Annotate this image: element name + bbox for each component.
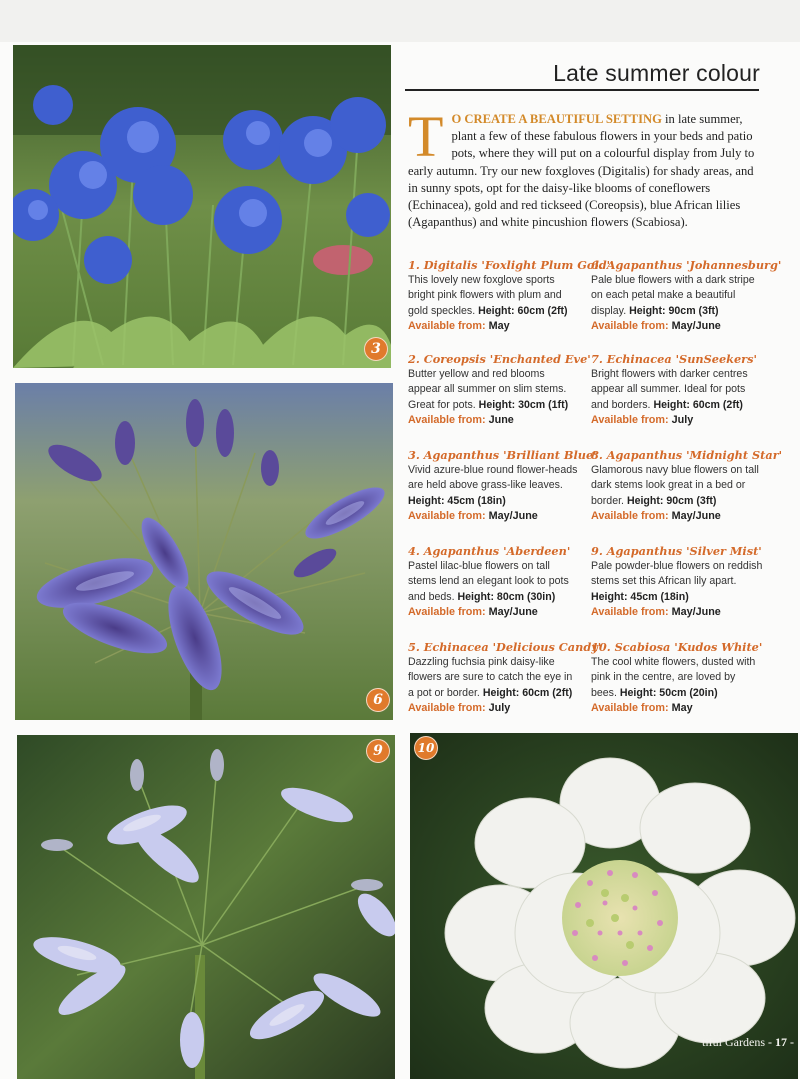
- available-value: May/June: [488, 605, 538, 618]
- available-label: Available from:: [408, 413, 486, 426]
- photo-number-badge: 3: [364, 337, 388, 361]
- plant-availability: [408, 605, 580, 620]
- photo-scabiosa-kudos-white: [410, 733, 798, 1079]
- flower-illustration: [15, 383, 393, 720]
- flower-illustration: [13, 45, 391, 368]
- plant-availability: [408, 319, 580, 334]
- page-title: Late summer colour: [553, 60, 760, 86]
- plant-entry: [591, 258, 782, 352]
- available-label: Available from:: [591, 509, 669, 522]
- plant-height: Height: 90cm (3ft): [626, 494, 717, 507]
- plant-description: [591, 655, 763, 701]
- plant-availability: [591, 605, 763, 620]
- flower-illustration: [410, 733, 798, 1079]
- plant-name: 8. Agapanthus 'Midnight Star': [591, 448, 783, 462]
- plant-desc-text: This lovely new foxglove sports bright pink flowers with plum and gold speckles.: [408, 274, 562, 317]
- available-value: May/June: [671, 509, 721, 522]
- available-label: Available from:: [408, 509, 486, 522]
- available-value: May/June: [488, 509, 538, 522]
- plant-name: 9. Agapanthus 'Silver Mist': [591, 544, 762, 558]
- intro-body: in late summer, plant a few of these fabulous flowers in your beds and patio pots, where they will put on a colourful display from July to early autumn. Try our new foxgloves (Digitalis) for shady areas, and in sunny spots, opt for the daisy-like blooms of coneflowers (Echinacea), gold and red tickseed (Coreopsis), blue African lilies (Agapanthus) and white pincushion flowers (Scabiosa).: [408, 112, 755, 230]
- available-value: May/June: [671, 319, 721, 332]
- plant-entry: [408, 640, 602, 716]
- plant-desc-text: Butter yellow and red blooms appear all summer on slim stems. Great for pots.: [408, 368, 567, 411]
- drop-cap: T: [408, 104, 444, 169]
- plant-description: [408, 559, 580, 605]
- plant-description: [408, 367, 580, 413]
- magazine-name: tiful Gardens: [702, 1035, 765, 1049]
- plant-name: 3. Agapanthus 'Brilliant Blue': [408, 448, 597, 462]
- available-label: Available from:: [591, 319, 669, 332]
- title-divider: [405, 89, 759, 91]
- photo-agapanthus-silver-mist: [17, 735, 395, 1079]
- plant-name: 6. Agapanthus 'Johannesburg': [591, 258, 782, 272]
- plant-name: 1. Digitalis 'Foxlight Plum Gold': [408, 258, 611, 272]
- plant-desc-text: The cool white flowers, dusted with pink in the centre, are loved by bees.: [591, 656, 756, 699]
- plant-height: Height: 50cm (20in): [619, 686, 718, 699]
- available-label: Available from:: [408, 319, 486, 332]
- page-number: - 17 -: [767, 1035, 794, 1049]
- plant-description: [408, 463, 580, 509]
- plant-name: 5. Echinacea 'Delicious Candy': [408, 640, 602, 654]
- plant-desc-text: Pale blue flowers with a dark stripe on each petal make a beautiful display.: [591, 274, 755, 317]
- plant-availability: [408, 413, 580, 428]
- available-label: Available from:: [408, 605, 486, 618]
- plant-entry: [408, 258, 611, 352]
- flower-illustration: [17, 735, 395, 1079]
- photo-agapanthus-johannesburg: [15, 383, 393, 720]
- plant-name: 2. Coreopsis 'Enchanted Eve': [408, 352, 591, 366]
- plant-desc-text: Bright flowers with darker centres appear all summer. Ideal for pots and borders.: [591, 368, 748, 411]
- photo-number-badge: 9: [366, 739, 390, 763]
- plant-name: 4. Agapanthus 'Aberdeen': [408, 544, 571, 558]
- plant-entry: [408, 352, 591, 448]
- plant-height: Height: 45cm (18in): [591, 590, 689, 603]
- plant-entry: [591, 544, 763, 640]
- scan-margin: [0, 0, 800, 42]
- plant-entry: [591, 448, 783, 544]
- page-footer: [702, 1035, 794, 1050]
- plant-description: [591, 559, 763, 605]
- available-label: Available from:: [591, 701, 669, 714]
- available-value: June: [488, 413, 514, 426]
- plant-availability: [591, 701, 763, 716]
- plant-height: Height: 60cm (2ft): [653, 398, 743, 411]
- available-label: Available from:: [591, 413, 669, 426]
- plant-entry: [408, 448, 597, 544]
- plant-name: 7. Echinacea 'SunSeekers': [591, 352, 757, 366]
- plant-description: [591, 463, 763, 509]
- available-label: Available from:: [408, 701, 486, 714]
- photo-agapanthus-brilliant-blue: [13, 45, 391, 368]
- plant-height: Height: 60cm (2ft): [478, 304, 568, 317]
- plant-availability: [591, 319, 763, 334]
- plant-name: 10. Scabiosa 'Kudos White': [591, 640, 763, 654]
- plant-entry: [408, 544, 580, 640]
- plant-description: [408, 273, 580, 319]
- available-value: July: [671, 413, 694, 426]
- plant-availability: [408, 509, 580, 524]
- available-value: May: [671, 701, 693, 714]
- plant-desc-text: Pastel lilac-blue flowers on tall stems lend an elegant look to pots and beds.: [408, 560, 569, 603]
- plant-list-left: [408, 258, 611, 716]
- available-value: July: [488, 701, 511, 714]
- plant-availability: [408, 701, 580, 716]
- plant-description: [591, 367, 763, 413]
- plant-height: Height: 30cm (1ft): [478, 398, 569, 411]
- plant-height: Height: 45cm (18in): [408, 494, 506, 507]
- available-value: May: [488, 319, 510, 332]
- plant-description: [408, 655, 580, 701]
- plant-desc-text: Glamorous navy blue flowers on tall dark stems look great in a bed or border.: [591, 464, 759, 507]
- available-value: May/June: [671, 605, 721, 618]
- plant-list-right: [591, 258, 783, 716]
- plant-availability: [591, 413, 763, 428]
- plant-description: [591, 273, 763, 319]
- plant-height: Height: 60cm (2ft): [482, 686, 573, 699]
- plant-desc-text: Pale powder-blue flowers on reddish stems set this African lily apart.: [591, 560, 763, 588]
- plant-height: Height: 90cm (3ft): [629, 304, 719, 317]
- plant-entry: [591, 352, 763, 448]
- photo-number-badge: 6: [366, 688, 390, 712]
- intro-lead: O CREATE A BEAUTIFUL SETTING: [451, 112, 662, 126]
- plant-desc-text: Dazzling fuchsia pink daisy-like flowers are sure to catch the eye in a pot or border.: [408, 656, 573, 699]
- available-label: Available from:: [591, 605, 669, 618]
- plant-entry: [591, 640, 763, 716]
- plant-desc-text: Vivid azure-blue round flower-heads are held above grass-like leaves.: [408, 464, 578, 492]
- intro-paragraph: [408, 104, 760, 231]
- plant-availability: [591, 509, 763, 524]
- plant-height: Height: 80cm (30in): [457, 590, 556, 603]
- photo-number-badge: 10: [414, 736, 438, 760]
